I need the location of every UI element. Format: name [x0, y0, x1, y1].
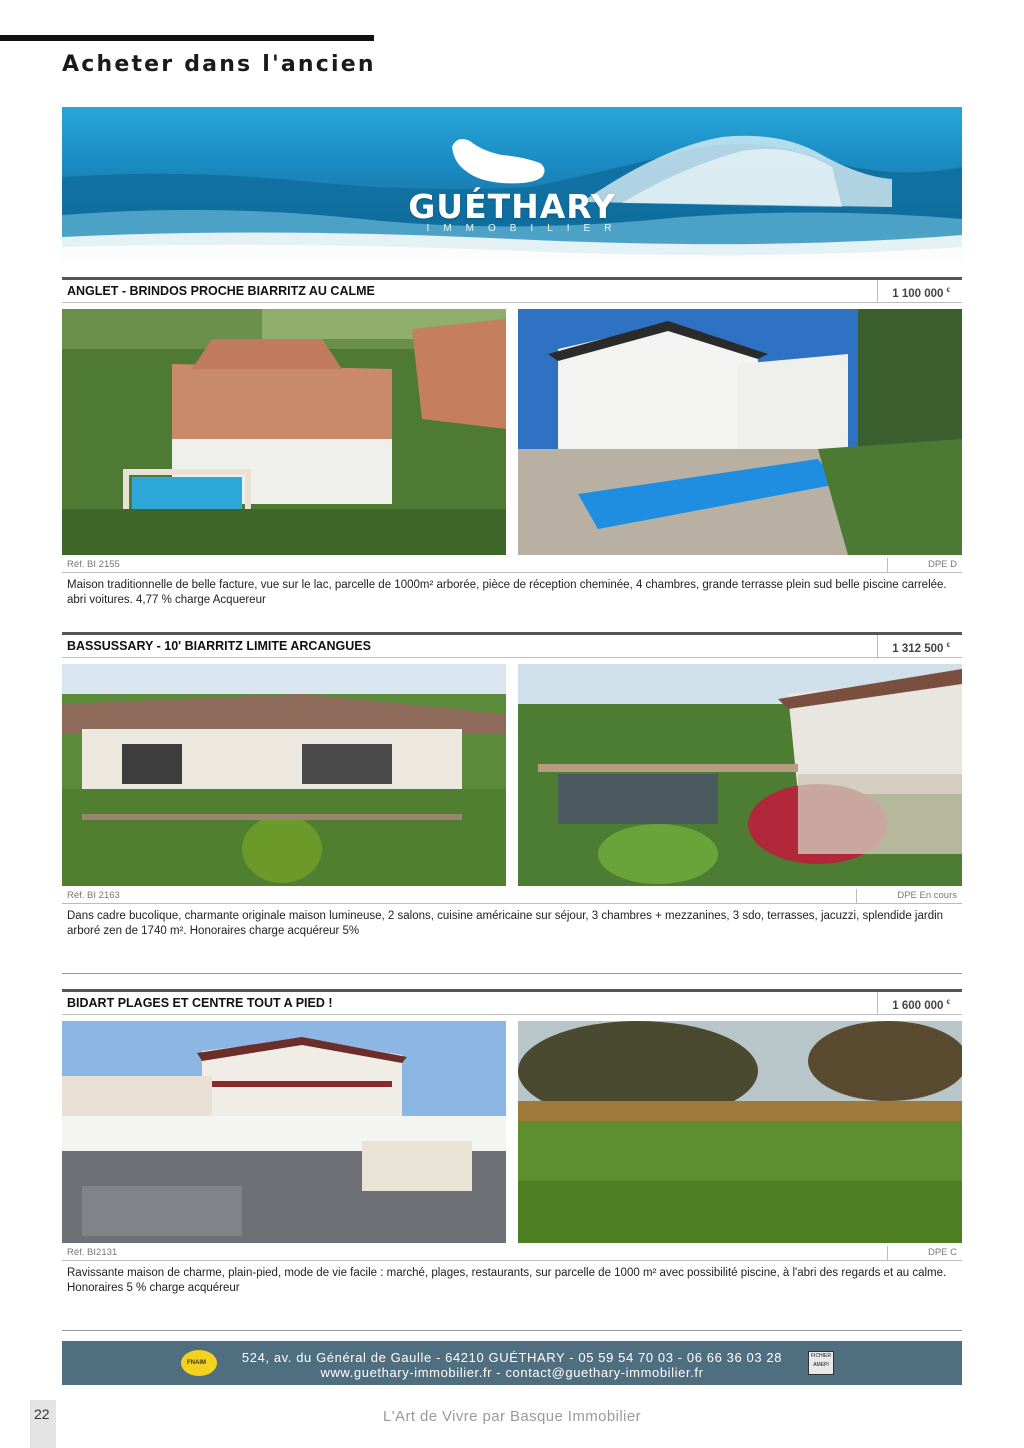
listing-card[interactable] — [62, 277, 962, 607]
listing-header — [62, 277, 962, 303]
listing-meta — [62, 889, 962, 904]
listing-description: Maison traditionnelle de belle facture, vue sur le lac, parcelle de 1000m² arborée, pièce de réception cheminée, 4 chambres, grande terrasse plein sud belle piscine carrelée. abri voitures. 4,77 % charge Acquereur — [67, 579, 947, 606]
agency-banner — [62, 107, 962, 259]
listing-price: 1 312 500 € — [877, 635, 962, 657]
amepi-badge: FICHIER AMEPI — [808, 1351, 834, 1375]
property-photo[interactable] — [62, 309, 506, 555]
property-photo[interactable] — [518, 309, 962, 555]
agency-address: 524, av. du Général de Gaulle - 64210 GUÉTHARY - 05 59 54 70 03 - 06 66 36 03 28 — [241, 1350, 783, 1365]
property-photo[interactable] — [518, 664, 962, 886]
listing-reference: Réf. BI2131 — [67, 1247, 118, 1258]
divider — [62, 973, 962, 974]
publication-tagline: L'Art de Vivre par Basque Immobilier — [383, 1408, 641, 1425]
listing-title: BIDART PLAGES ET CENTRE TOUT A PIED ! — [67, 996, 333, 1010]
property-photo[interactable] — [62, 664, 506, 886]
divider — [62, 1330, 962, 1331]
listing-header — [62, 989, 962, 1015]
page-number: 22 — [34, 1406, 50, 1422]
fnaim-label: FNAIM — [187, 1360, 206, 1366]
whale-icon — [452, 139, 545, 183]
listing-meta — [62, 558, 962, 573]
listing-price: 1 600 000 € — [877, 992, 962, 1014]
listing-dpe: DPE C — [887, 1246, 962, 1260]
listing-dpe: DPE En cours — [856, 889, 962, 903]
section-title: Acheter dans l'ancien — [62, 52, 376, 77]
listing-header — [62, 632, 962, 658]
listing-reference: Réf. BI 2155 — [67, 559, 120, 570]
top-accent-bar — [0, 35, 374, 41]
listing-photos — [62, 664, 962, 886]
listing-card[interactable] — [62, 989, 962, 1295]
listing-price: 1 100 000 € — [877, 280, 962, 302]
listing-photos — [62, 309, 962, 555]
listing-reference: Réf. BI 2163 — [67, 890, 120, 901]
listing-meta — [62, 1246, 962, 1261]
property-photo[interactable] — [518, 1021, 962, 1243]
agency-subtitle: IMMOBILIER — [426, 223, 626, 234]
listing-description: Dans cadre bucolique, charmante originale maison lumineuse, 2 salons, cuisine américaine sur séjour, 3 chambres + mezzanines, 3 sdo, terrasses, jacuzzi, splendide jardin arboré zen de 1740 m². Honoraires charge acquéreur 5% — [67, 910, 944, 937]
wave-illustration — [62, 107, 962, 259]
property-photo[interactable] — [62, 1021, 506, 1243]
listing-title: ANGLET - BRINDOS PROCHE BIARRITZ AU CALME — [67, 284, 375, 298]
listing-title: BASSUSSARY - 10' BIARRITZ LIMITE ARCANGUES — [67, 639, 371, 653]
listing-description: Ravissante maison de charme, plain-pied, mode de vie facile : marché, plages, restaurants, sur parcelle de 1000 m² avec possibilité piscine, à l'abri des regards et au calme. Honoraires 5 % charge acquéreur — [67, 1267, 947, 1294]
listing-dpe: DPE D — [887, 558, 962, 572]
agency-website-email[interactable]: www.guethary-immobilier.fr - contact@guethary-immobilier.fr — [320, 1365, 704, 1380]
agency-contact-bar — [62, 1341, 962, 1385]
listing-photos — [62, 1021, 962, 1243]
listing-card[interactable] — [62, 632, 962, 938]
agency-name: GUÉTHARY — [408, 187, 616, 226]
